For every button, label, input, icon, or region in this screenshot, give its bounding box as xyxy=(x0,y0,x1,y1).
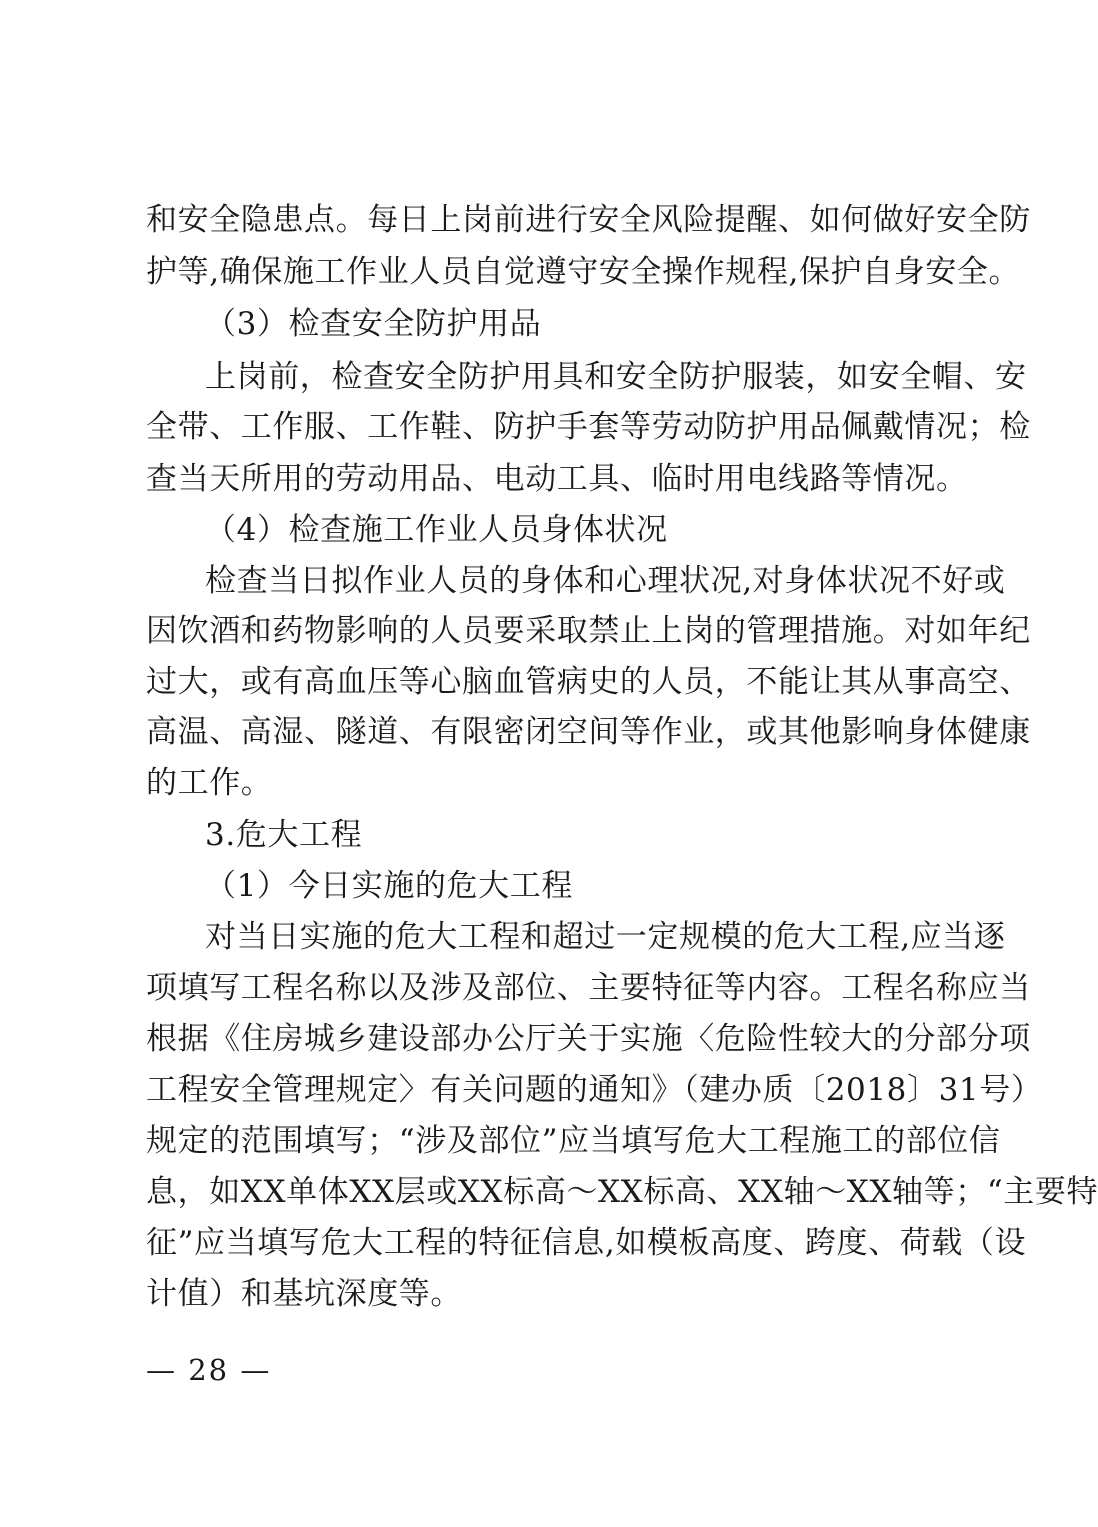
text-line: 计值）和基坑深度等。 xyxy=(146,1276,462,1312)
text-line: 因饮酒和药物影响的人员要采取禁止上岗的管理措施。对如年纪 xyxy=(146,613,1031,649)
text-line: 和安全隐患点。每日上岗前进行安全风险提醒、如何做好安全防 xyxy=(146,202,1031,238)
section-heading: 3.危大工程 xyxy=(205,817,363,853)
subsection-heading: （1）今日实施的危大工程 xyxy=(205,868,573,904)
subsection-heading: （3）检查安全防护用品 xyxy=(205,306,542,342)
text-line: 全带、工作服、工作鞋、防护手套等劳动防护用品佩戴情况；检 xyxy=(146,409,1031,445)
text-line: 的工作。 xyxy=(146,765,273,801)
text-line: 项填写工程名称以及涉及部位、主要特征等内容。工程名称应当 xyxy=(146,970,1031,1006)
text-line: 对当日实施的危大工程和超过一定规模的危大工程,应当逐 xyxy=(205,919,1006,955)
text-line: 高温、高湿、隧道、有限密闭空间等作业，或其他影响身体健康 xyxy=(146,714,1031,750)
text-line: 根据《住房城乡建设部办公厅关于实施〈危险性较大的分部分项 xyxy=(146,1021,1031,1057)
text-line: 上岗前，检查安全防护用具和安全防护服装，如安全帽、安 xyxy=(205,359,1027,395)
text-line: 检查当日拟作业人员的身体和心理状况,对身体状况不好或 xyxy=(205,563,1006,599)
text-line: 息，如XX单体XX层或XX标高～XX标高、XX轴～XX轴等；“主要特 xyxy=(146,1174,1098,1210)
text-line: 工程安全管理规定〉有关问题的通知》（建办质〔2018〕31号） xyxy=(146,1072,1043,1108)
text-line: 过大，或有高血压等心脑血管病史的人员，不能让其从事高空、 xyxy=(146,664,1031,700)
subsection-heading: （4）检查施工作业人员身体状况 xyxy=(205,512,668,548)
page-number: — 28 — xyxy=(146,1353,272,1387)
text-line: 护等,确保施工作业人员自觉遵守安全操作规程,保护自身安全。 xyxy=(146,254,1021,290)
text-line: 规定的范围填写；“涉及部位”应当填写危大工程施工的部位信 xyxy=(146,1123,1001,1159)
text-line: 征”应当填写危大工程的特征信息,如模板高度、跨度、荷载（设 xyxy=(146,1225,1027,1261)
text-line: 查当天所用的劳动用品、电动工具、临时用电线路等情况。 xyxy=(146,461,968,497)
